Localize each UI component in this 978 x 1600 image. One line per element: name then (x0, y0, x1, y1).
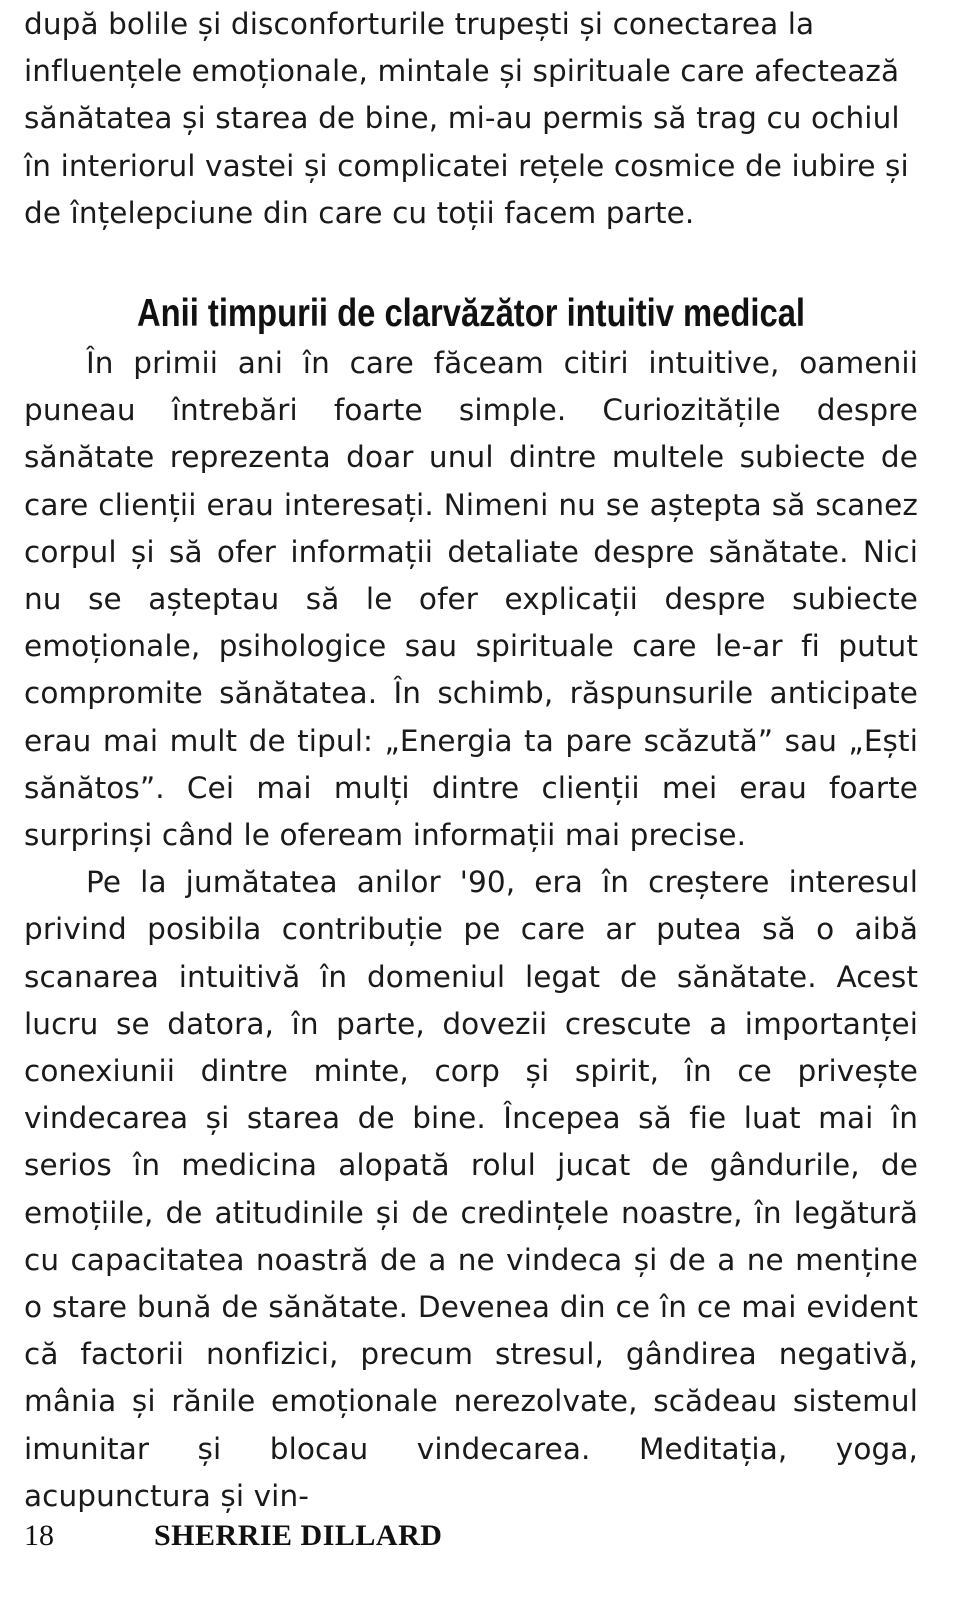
page-footer (24, 1518, 442, 1554)
paragraph-top: după bolile și disconforturile trupești și conectarea la influențele emoționale, mintale și spirituale care afectează sănătatea și starea de bine, mi-au permis să trag cu ochiul în interiorul vastei și complicatei rețele cosmice de iubire și de înțelepciune din care cu toții facem parte. (24, 7, 909, 230)
page-body (24, 0, 918, 1520)
paragraph-2: Pe la jumătatea anilor '90, era în creștere interesul privind posibila contribuție pe care ar putea să o aibă scanarea intuitivă în domeniul legat de sănătate. Acest lucru se datora, în parte, dovezii crescute a importanței conexiunii dintre minte, corp și spirit, în ce privește vindecarea și starea de bine. Începea să fie luat mai în serios în medicina alopată rolul jucat de gândurile, de emoțiile, de atitudinile și de credințele noastre, în legătură cu capacitatea noastră de a ne vindeca și de a ne menține o stare bună de sănătate. Devenea din ce în ce mai evident că factorii nonfizici, precum stresul, gândirea negativă, mânia și rănile emoționale nerezolvate, scădeau sistemul imunitar și blocau vindecarea. Meditația, yoga, acupunctura și vin- (24, 865, 918, 1513)
paragraph-1: În primii ani în care făceam citiri intuitive, oamenii puneau întrebări foarte simple. Curiozitățile despre sănătate reprezenta doar unul dintre multele subiecte de care clienții erau interesați. Nimeni nu se aștepta să scanez corpul și să ofer informații detaliate despre sănătate. Nici nu se așteptau să le ofer explicații despre subiecte emoționale, psihologice sau spirituale care le-ar fi putut compromite sănătatea. În schimb, răspunsurile anticipate erau mai mult de tipul: „Energia ta pare scăzută” sau „Ești sănătos”. Cei mai mulți dintre clienții mei erau foarte surprinși când le ofeream informații mai precise. (24, 346, 918, 853)
section-heading: Anii timpurii de clarvăzător intuitiv medical (136, 292, 806, 336)
page-number: 18 (24, 1519, 54, 1552)
running-author: SHERRIE DILLARD (154, 1519, 443, 1552)
